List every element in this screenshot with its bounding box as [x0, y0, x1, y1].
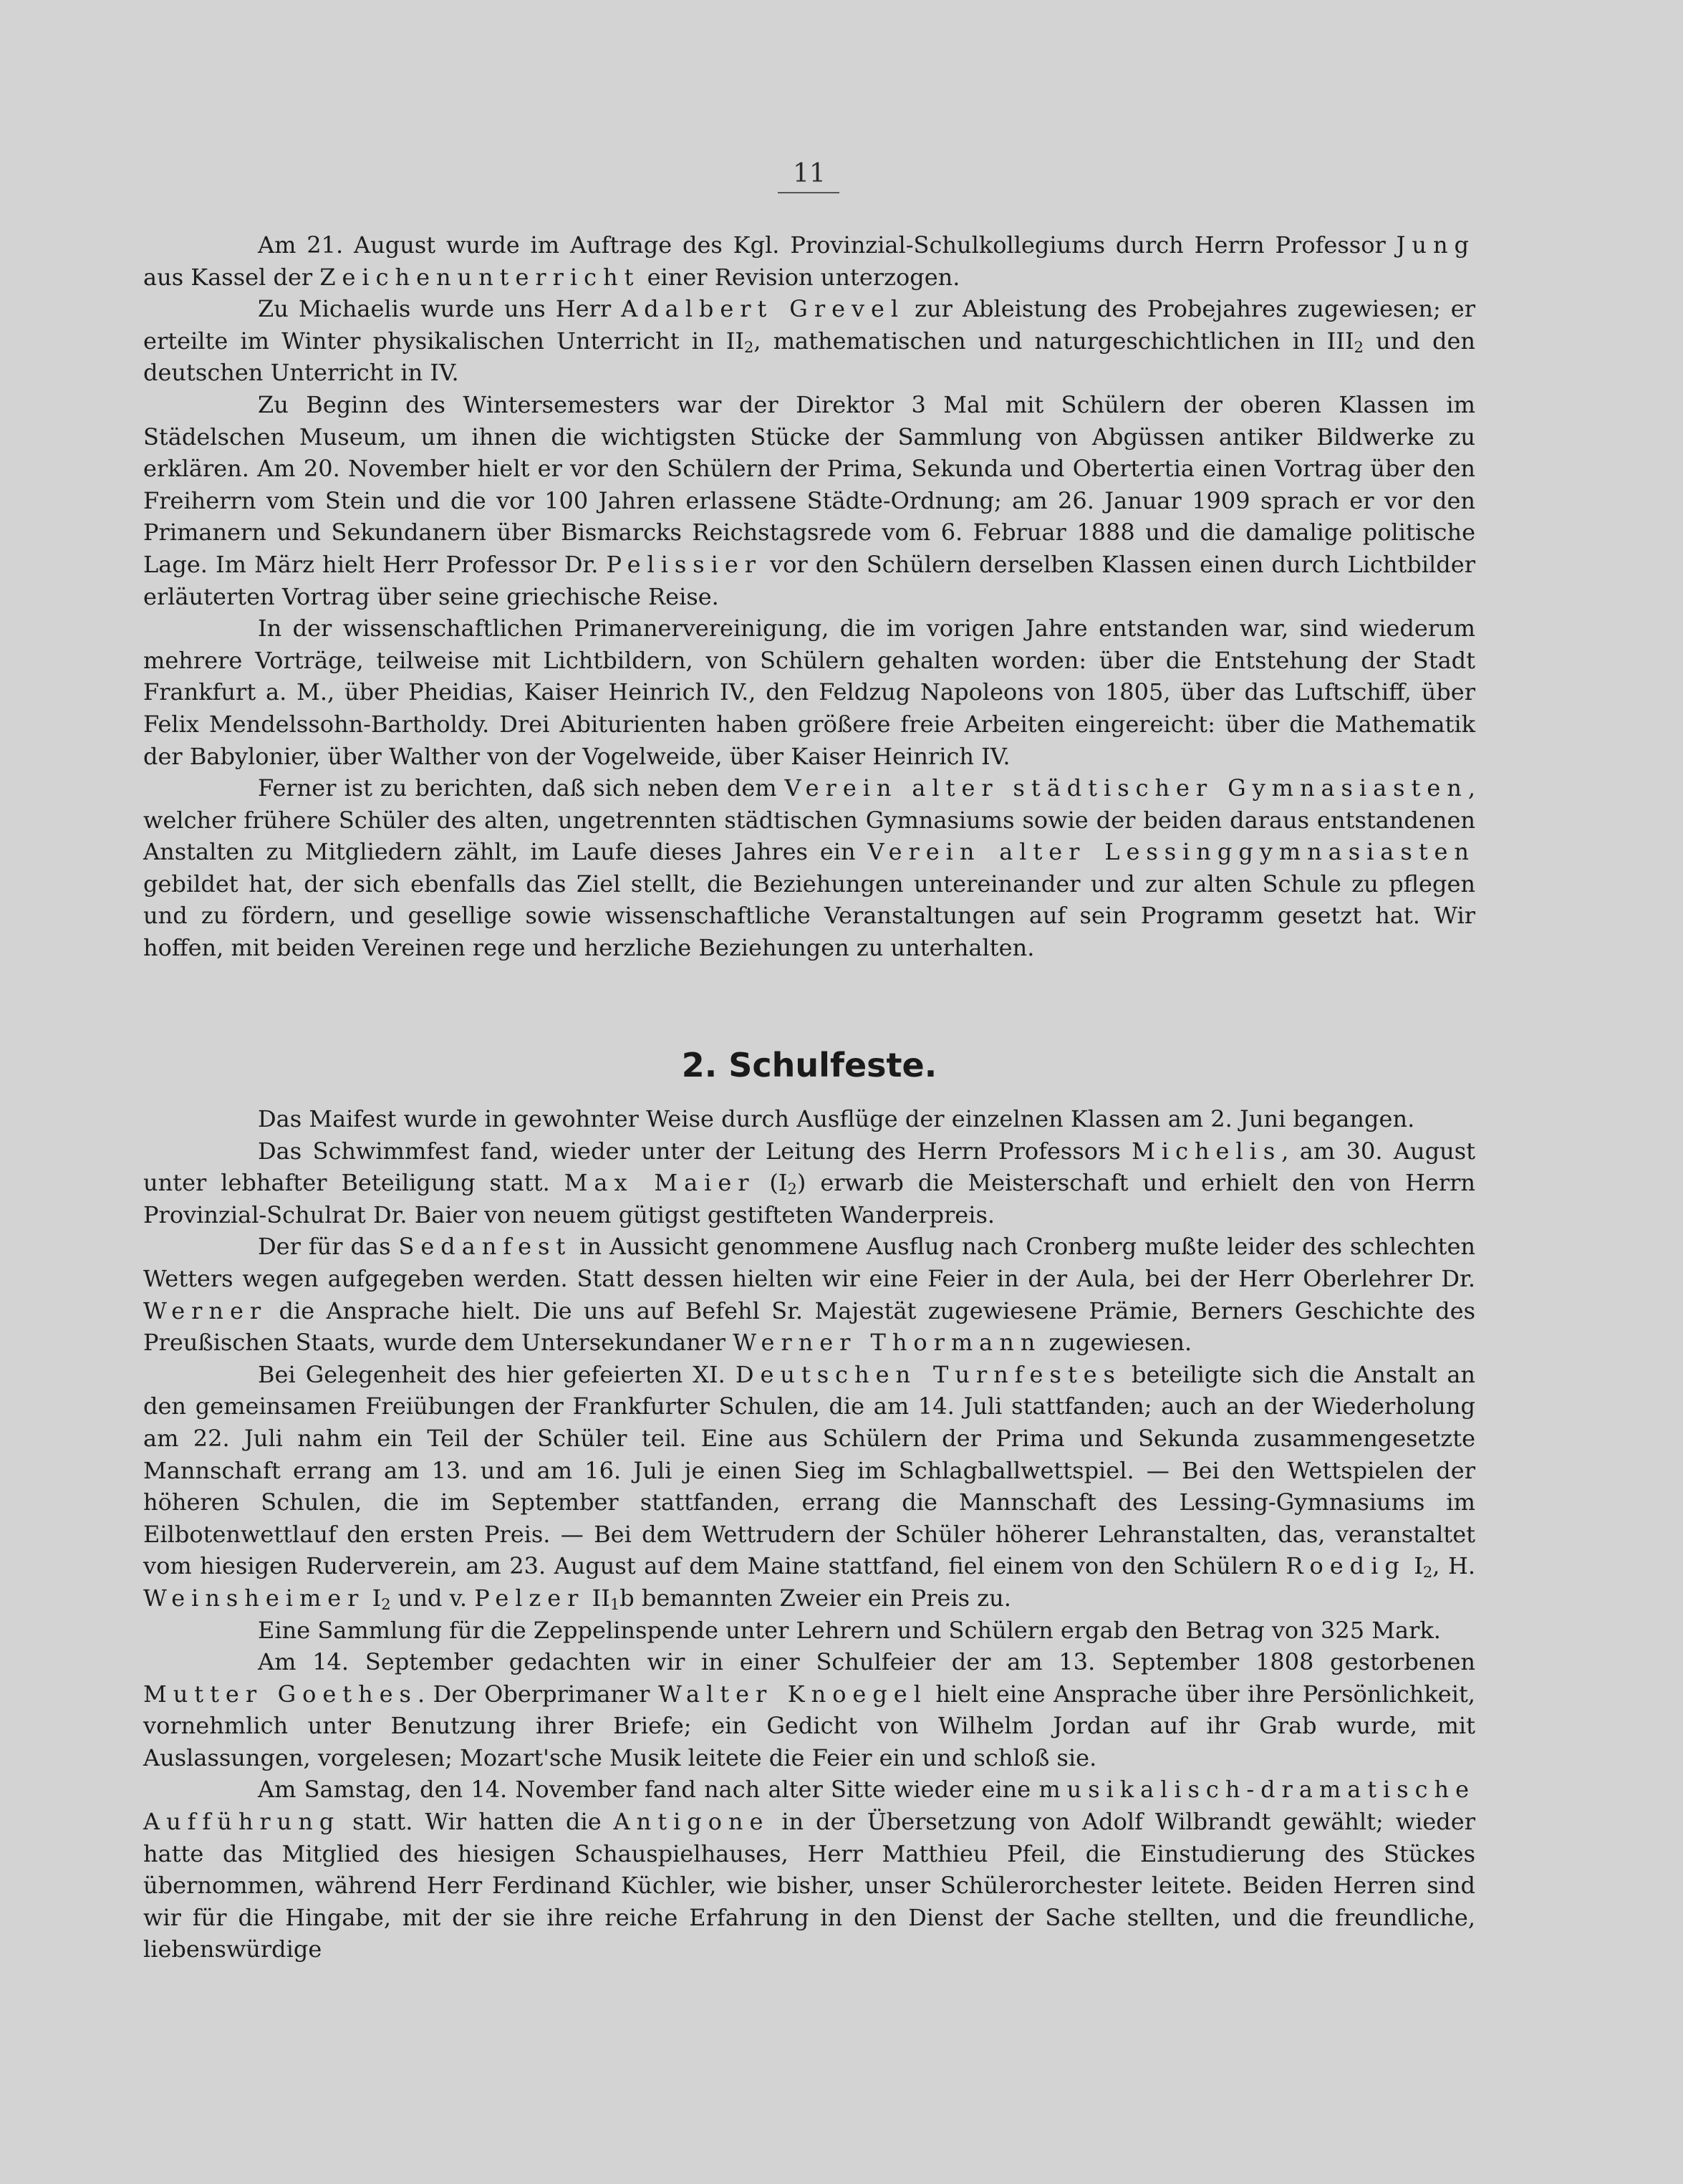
subscript: 2	[787, 1180, 797, 1198]
text-run: Das Maifest wurde in gewohnter Weise durch Ausflüge der einzelnen Klassen am 2. Juni begangen.	[258, 1105, 1415, 1132]
text-run: b bemannten Zweier ein Preis zu.	[619, 1584, 1011, 1612]
paragraph	[143, 1135, 1475, 1231]
text-run: und den deutschen Unterricht in IV.	[143, 327, 1476, 387]
section1-text	[143, 229, 1475, 964]
section2-text	[143, 1103, 1475, 1966]
spaced-name: Verein alter städtischer Gymnasiasten	[784, 774, 1468, 802]
text-run: in der Übersetzung von Adolf Wilbrandt gewählt; wieder hatte das Mitglied des hiesigen Schauspielhauses, Herr Matthieu Pfeil, die Einstudierung des Stückes übernommen, während Herr Ferdinand Küchler, wie bisher, unser Schülerorchester leitete. Beiden Herren sind wir für die Hingabe, mit der sie ihre reiche Erfahrung in den Dienst der Sache stellten, und die freundliche, liebenswürdige	[143, 1808, 1476, 1963]
paragraph	[143, 1359, 1475, 1615]
text-run: Zu Beginn des Wintersemesters war der Direktor 3 Mal mit Schülern der oberen Klassen im Städelschen Museum, um ihnen die wichtigsten Stücke der Sammlung von Abgüssen antiker Bildwerke zu erklären. Am 20. November hielt er vor den Schülern der Prima, Sekunda und Obertertia einen Vortrag über den Freiherrn vom Stein und die vor 100 Jahren erlassene Städte-Ordnung; am 26. Januar 1909 sprach er vor den Primanern und Sekundanern über Bismarcks Reichstagsrede vom 6. Februar 1888 und die damalige politische Lage. Im März hielt Herr Professor Dr.	[143, 390, 1475, 578]
text-run: Eine Sammlung für die Zeppelinspende unter Lehrern und Schülern ergab den Betrag von 325 Mark.	[258, 1616, 1441, 1644]
text-run: . Der Oberprimaner	[417, 1680, 658, 1708]
spaced-name: Werner	[143, 1297, 268, 1324]
text-run: , H.	[1432, 1552, 1476, 1580]
text-run: Am 14. September gedachten wir in einer Schulfeier der am 13. September 1808 gestorbenen	[258, 1648, 1475, 1676]
spaced-name: Weinsheimer	[143, 1584, 365, 1612]
section-heading-schulfeste: 2. Schulfeste.	[681, 1046, 937, 1084]
paragraph	[143, 772, 1475, 964]
spaced-name: musikalisch-dramatische Aufführung	[143, 1776, 1475, 1836]
text-run: ) erwarb die Meisterschaft und erhielt den von Herrn Provinzial-Schulrat Dr. Baier von neuem gütigst gestifteten Wanderpreis.	[143, 1169, 1476, 1228]
paragraph	[143, 229, 1475, 293]
text-run: Ferner ist zu berichten, daß sich neben dem	[258, 774, 785, 802]
text-run: Zu Michaelis wurde uns Herr	[258, 295, 622, 323]
text-run: beteiligte sich die Anstalt an den gemeinsamen Freiübungen der Frankfurter Schulen, die am 14. Juli stattfanden; auch an der Wiederholung am 22. Juli nahm ein Teil der Schüler teil. Eine aus Schülern der Prima und Sekunda zusammengesetzte Mannschaft errang am 13. und am 16. Juli je einen Sieg im Schlagballwettspiel. — Bei den Wettspielen der höheren Schulen, die im September stattfanden, errang die Mannschaft des Lessing-Gymnasiums im Eilbotenwettlauf den ersten Preis. — Bei dem Wettrudern der Schüler höherer Lehranstalten, das, veranstaltet vom hiesigen Ruderverein, am 23. August auf dem Maine stattfand, fiel einem von den Schülern	[143, 1360, 1476, 1580]
text-run: gebildet hat, der sich ebenfalls das Ziel stellt, die Beziehungen untereinander und zur alten Schule zu pflegen und zu fördern, und gesellige sowie wissenschaftliche Veranstaltungen auf sein Programm gesetzt hat. Wir hoffen, mit beiden Vereinen rege und herzliche Beziehungen zu unterhalten.	[143, 870, 1475, 962]
spaced-name: Deutschen Turnfestes	[735, 1360, 1122, 1388]
spaced-name: Antigone	[613, 1808, 770, 1836]
text-run: die Ansprache hielt. Die uns auf Befehl Sr. Majestät zugewiesene Prämie, Berners Geschichte des Preußischen Staats, wurde dem Untersekundaner	[143, 1297, 1475, 1357]
paragraph	[143, 1231, 1475, 1358]
text-run: (I	[755, 1169, 788, 1197]
text-run: Der für das	[258, 1233, 399, 1261]
text-run: , mathematischen und naturgeschichtlichen in III	[753, 327, 1354, 355]
text-run: Am Samstag, den 14. November fand nach alter Sitte wieder eine	[258, 1776, 1039, 1804]
paragraph	[143, 389, 1475, 612]
subscript: 2	[381, 1595, 391, 1613]
paragraph	[143, 293, 1475, 389]
paragraph	[143, 612, 1475, 772]
spaced-name: Mutter Goethes	[143, 1680, 418, 1708]
text-run: in Aussicht genommene Ausflug nach Cronberg mußte leider des schlechten Wetters wegen aufgegeben werden. Statt dessen hielten wir eine Feier in der Aula, bei der Herr Oberlehrer Dr.	[143, 1233, 1476, 1292]
subscript: 2	[744, 338, 754, 356]
text-run: I	[365, 1584, 382, 1612]
spaced-name: Verein alter Lessinggymnasiasten	[867, 838, 1475, 866]
spaced-name: Jung	[1396, 231, 1475, 259]
paragraph	[143, 1615, 1475, 1647]
text-run: II	[584, 1584, 610, 1612]
paragraph	[143, 1103, 1475, 1135]
text-run: Bei Gelegenheit des hier gefeierten XI.	[258, 1360, 736, 1388]
spaced-name: Pelzer	[474, 1584, 585, 1612]
text-run: einer Revision unterzogen.	[640, 263, 960, 291]
text-run: , welcher frühere Schüler des alten, ungetrennten städtischen Gymnasiums sowie der beiden daraus entstandenen Anstalten zu Mitgliedern zählt, im Laufe dieses Jahres ein	[143, 774, 1475, 866]
subscript: 1	[609, 1595, 620, 1613]
spaced-name: Roedig	[1286, 1552, 1406, 1580]
page-number: 11	[793, 159, 826, 188]
spaced-name: Sedanfest	[398, 1233, 572, 1261]
text-run: aus Kassel der	[143, 263, 320, 291]
spaced-name: Walter Knoegel	[657, 1680, 927, 1708]
text-run: statt. Wir hatten die	[340, 1808, 614, 1836]
spaced-name: Max Maier	[564, 1169, 756, 1197]
text-run: I	[1405, 1552, 1423, 1580]
text-run: Am 21. August wurde im Auftrage des Kgl. Provinzial-Schulkollegiums durch Herrn Professor	[258, 231, 1397, 259]
text-run: vor den Schülern derselben Klassen einen durch Lichtbilder erläuterten Vortrag über seine griechische Reise.	[143, 550, 1476, 610]
spaced-name: Zeichenunterricht	[319, 263, 640, 291]
subscript: 2	[1354, 338, 1364, 356]
spaced-name: Michelis	[1132, 1137, 1282, 1165]
text-run: hielt eine Ansprache über ihre Persönlichkeit, vornehmlich unter Benutzung ihrer Briefe; ein Gedicht von Wilhelm Jordan auf ihr Grab wurde, mit Auslassungen, vorgelesen; Mozart'sche Musik leitete die Feier ein und schloß sie.	[143, 1680, 1475, 1771]
text-run: Das Schwimmfest fand, wieder unter der Leitung des Herrn Professors	[258, 1137, 1132, 1165]
paragraph	[143, 1646, 1475, 1774]
text-run: , am 30. August unter lebhafter Beteiligung statt.	[143, 1137, 1476, 1197]
text-run: zur Ableistung des Probejahres zugewiesen; er erteilte im Winter physikalischen Unterricht in II	[143, 295, 1476, 355]
spaced-name: Adalbert Grevel	[621, 295, 905, 323]
spaced-name: Werner Thormann	[733, 1329, 1042, 1357]
spaced-name: Pelissier	[606, 550, 762, 578]
paragraph	[143, 1774, 1475, 1966]
text-run: In der wissenschaftlichen Primanervereinigung, die im vorigen Jahre entstanden war, sind wiederum mehrere Vorträge, teilweise mit Lichtbildern, von Schülern gehalten worden: über die Entstehung der Stadt Frankfurt a. M., über Pheidias, Kaiser Heinrich IV., den Feldzug Napoleons von 1805, über das Luftschiff, über Felix Mendelssohn-Bartholdy. Drei Abiturienten haben größere freie Arbeiten eingereicht: über die Mathematik der Babylonier, über Walther von der Vogelweide, über Kaiser Heinrich IV.	[143, 615, 1475, 770]
text-run: und v.	[390, 1584, 475, 1612]
text-run: zugewiesen.	[1041, 1329, 1192, 1357]
subscript: 2	[1422, 1564, 1433, 1582]
page-number-rule	[778, 192, 839, 193]
